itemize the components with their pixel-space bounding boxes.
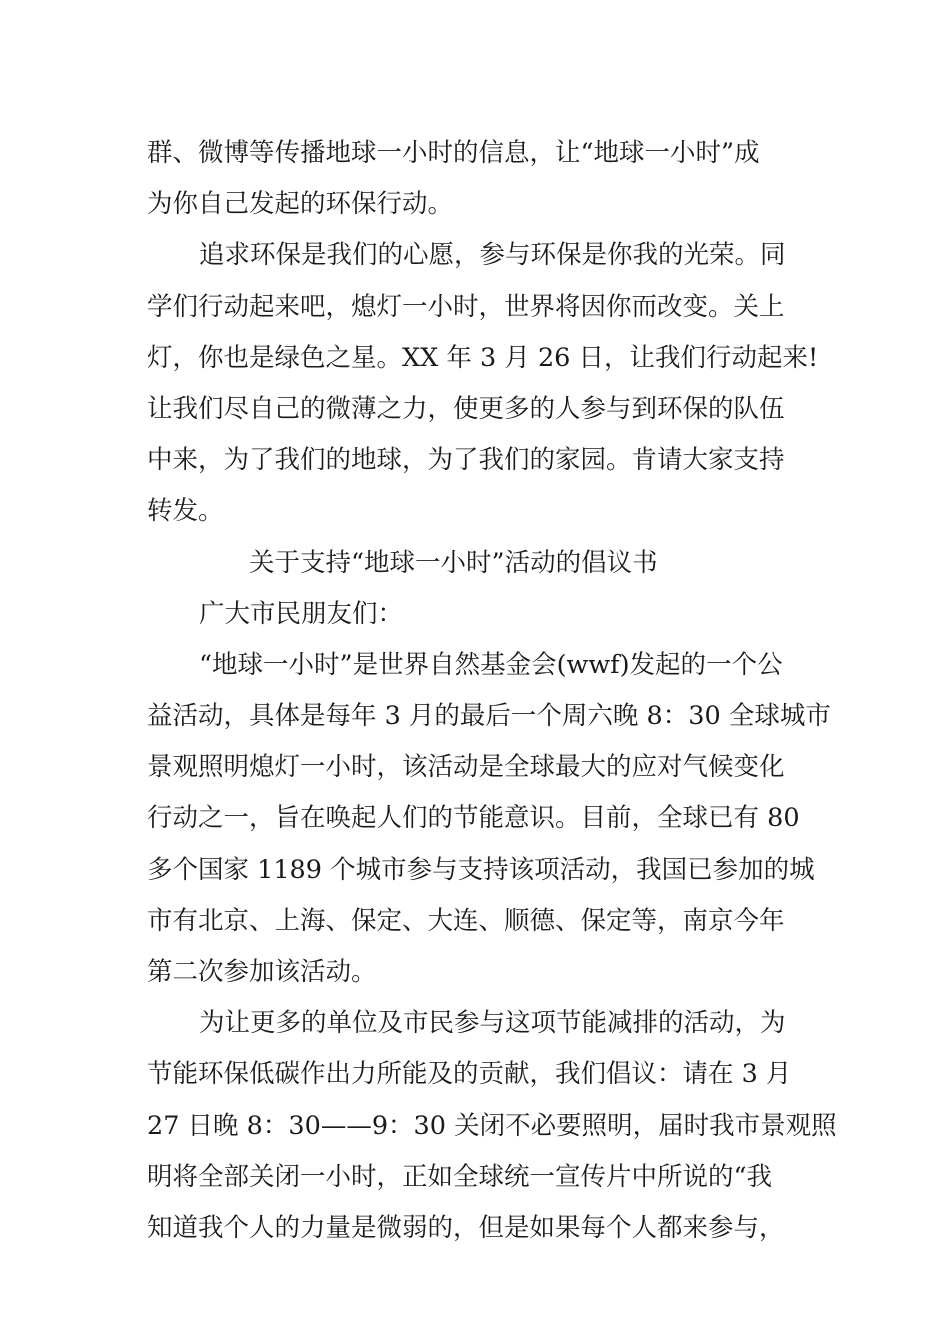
paragraph-4 <box>147 998 837 1254</box>
paragraph-line: 为让更多的单位及市民参与这项节能减排的活动，为 <box>199 1008 786 1039</box>
paragraph-line: 学们行动起来吧，熄灯一小时，世界将因你而改变。关上 <box>147 291 785 322</box>
document-title: 关于支持“地球一小时”活动的倡议书 <box>249 547 658 578</box>
paragraph-2 <box>147 230 819 537</box>
paragraph-line: 群、微博等传播地球一小时的信息，让“地球一小时”成 <box>147 138 760 168</box>
paragraph-line: “地球一小时”是世界自然基金会(wwf)发起的一个公 <box>199 649 783 680</box>
paragraph-line: 中来，为了我们的地球，为了我们的家园。肯请大家支持 <box>147 445 785 476</box>
paragraph-line: 明将全部关闭一小时，正如全球统一宣传片中所说的“我 <box>147 1161 773 1192</box>
paragraph-line: 行动之一，旨在唤起人们的节能意识。目前，全球已有 80 <box>147 803 800 834</box>
paragraph-line: 让我们尽自己的微薄之力，使更多的人参与到环保的队伍 <box>147 393 785 424</box>
paragraph-line: 第二次参加该活动。 <box>147 957 377 987</box>
salutation: 广大市民朋友们： <box>199 598 404 629</box>
paragraph-3 <box>147 640 831 998</box>
paragraph-line: 为你自己发起的环保行动。 <box>147 189 454 220</box>
paragraph-line: 多个国家 1189 个城市参与支持该项活动，我国已参加的城 <box>147 854 815 885</box>
paragraph-line: 景观照明熄灯一小时，该活动是全球最大的应对气候变化 <box>147 752 785 783</box>
paragraph-line: 市有北京、上海、保定、大连、顺德、保定等，南京今年 <box>147 905 785 936</box>
paragraph-line: 追求环保是我们的心愿，参与环保是你我的光荣。同 <box>199 240 786 271</box>
paragraph-line: 转发。 <box>147 496 224 527</box>
paragraph-line: 知道我个人的力量是微弱的，但是如果每个人都来参与， <box>147 1212 785 1243</box>
document-body <box>147 128 837 1254</box>
paragraph-1 <box>147 128 807 230</box>
paragraph-line: 27 日晚 8：30——9：30 关闭不必要照明，届时我市景观照 <box>147 1110 837 1141</box>
paragraph-line: 节能环保低碳作出力所能及的贡献，我们倡议：请在 3 月 <box>147 1059 792 1090</box>
paragraph-line: 益活动，具体是每年 3 月的最后一个周六晚 8：30 全球城市 <box>147 701 831 732</box>
paragraph-line: 灯，你也是绿色之星。XX 年 3 月 26 日，让我们行动起来! <box>147 342 819 373</box>
